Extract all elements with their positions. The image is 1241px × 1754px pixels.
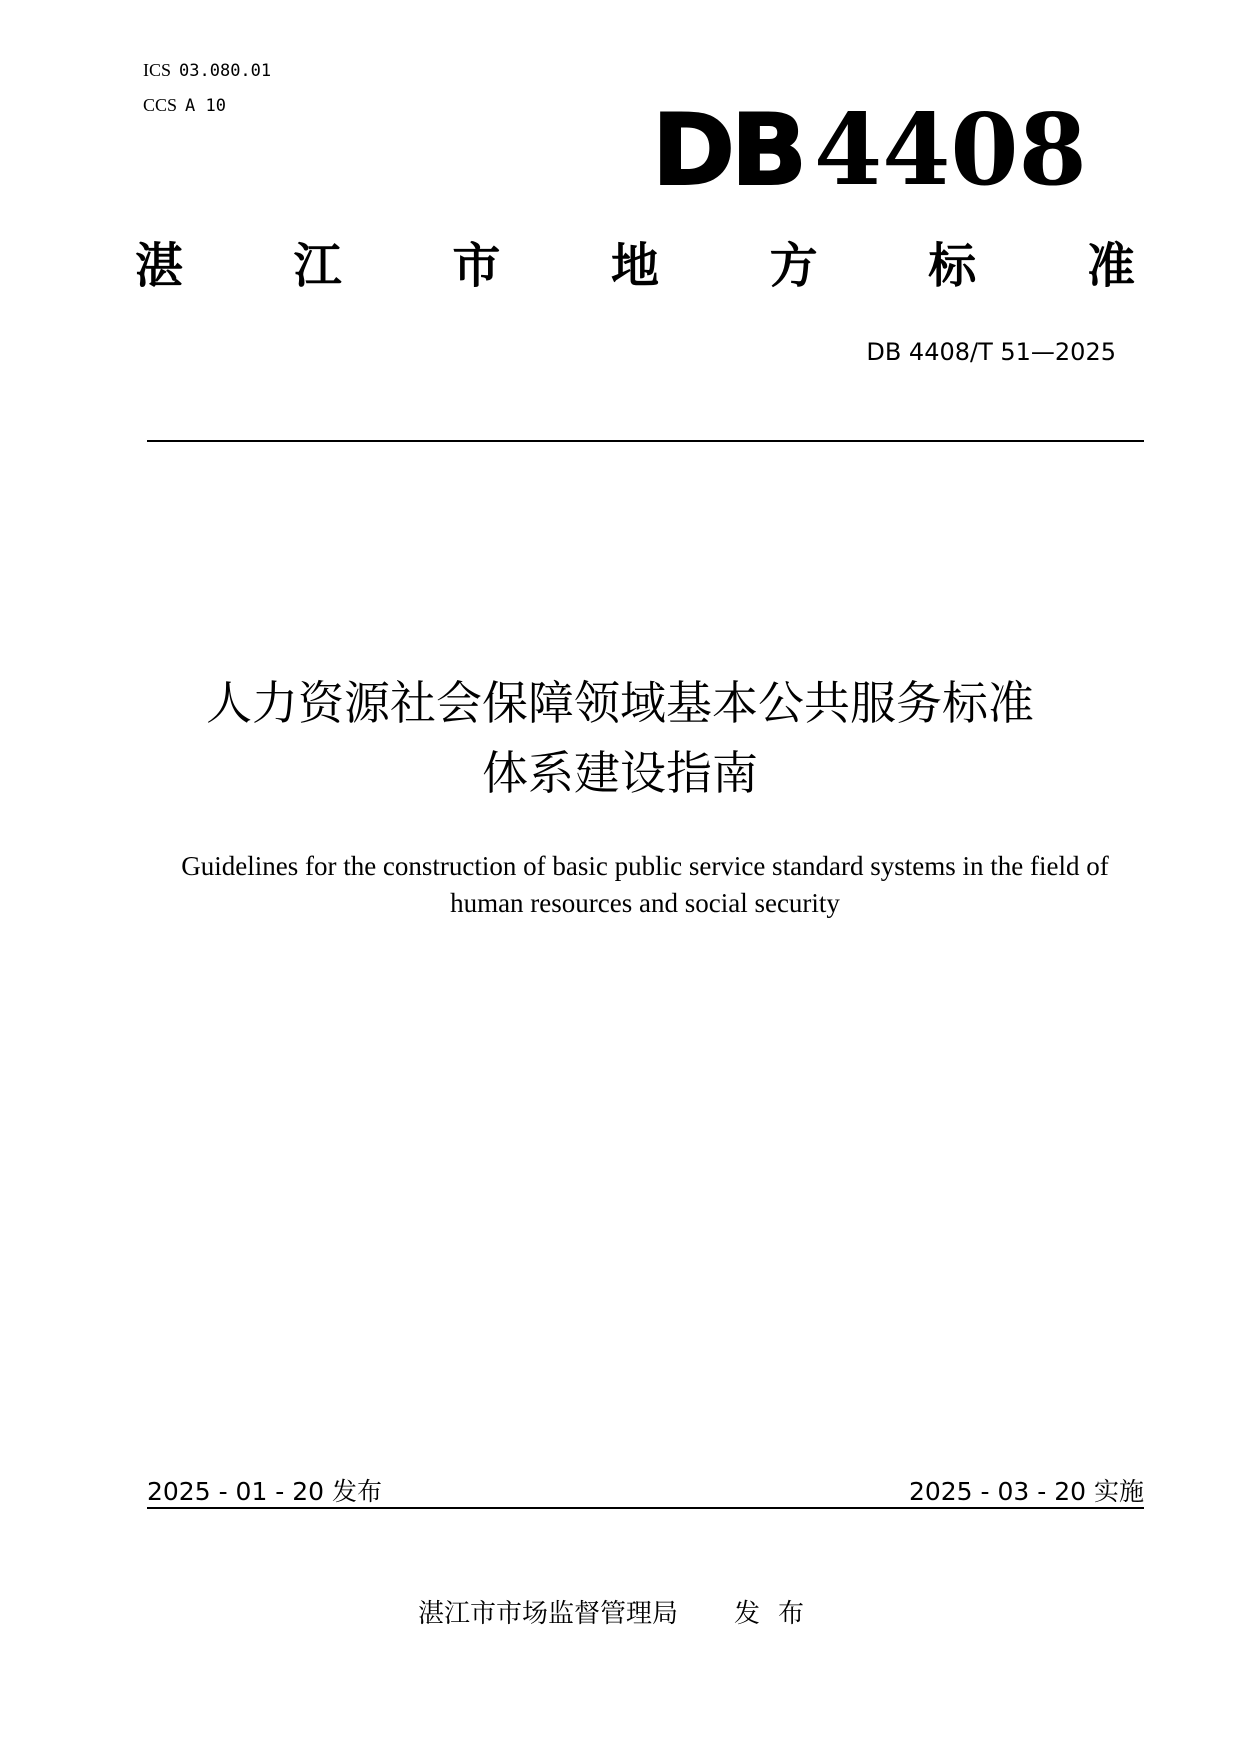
- ccs-code: [143, 95, 226, 116]
- title-chinese-line-1: 人力资源社会保障领域基本公共服务标准: [206, 676, 1034, 730]
- ics-code: [143, 60, 271, 81]
- footer-divider: [147, 1507, 1144, 1509]
- standard-type-char: 湛: [135, 238, 184, 294]
- issuer-name: 湛江市市场监督管理局: [418, 1599, 679, 1629]
- header-divider: [147, 440, 1144, 442]
- standard-type-char: 江: [293, 238, 342, 294]
- title-english-line-1: Guidelines for the construction of basic public service standard systems in the field of: [181, 851, 1109, 881]
- ics-value: 03.080.01: [179, 61, 272, 81]
- title-english: [140, 848, 1150, 922]
- standard-type-char: 方: [769, 238, 818, 294]
- title-english-line-2: human resources and social security: [450, 888, 840, 918]
- effective-date: 2025 - 03 - 20 实施: [908, 1477, 1144, 1506]
- standard-logo: [652, 93, 1087, 208]
- standard-type-heading: [135, 236, 1135, 296]
- standard-type-char: 标: [928, 238, 977, 294]
- logo-prefix: DB: [652, 94, 804, 208]
- ccs-label: CCS: [143, 95, 178, 115]
- issuer-action: 发布: [734, 1599, 823, 1629]
- ccs-value: A 10: [185, 96, 226, 116]
- issue-date: 2025 - 01 - 20 发布: [147, 1477, 383, 1506]
- logo-number: 4408: [814, 93, 1087, 208]
- standard-number: DB 4408/T 51—2025: [866, 338, 1116, 366]
- title-chinese: [120, 668, 1120, 808]
- standard-type-char: 市: [452, 238, 501, 294]
- standard-type-char: 准: [1086, 238, 1135, 294]
- standard-type-char: 地: [610, 238, 659, 294]
- title-chinese-line-2: 体系建设指南: [482, 746, 758, 800]
- ics-label: ICS: [143, 60, 172, 80]
- issuing-authority: [418, 1593, 822, 1630]
